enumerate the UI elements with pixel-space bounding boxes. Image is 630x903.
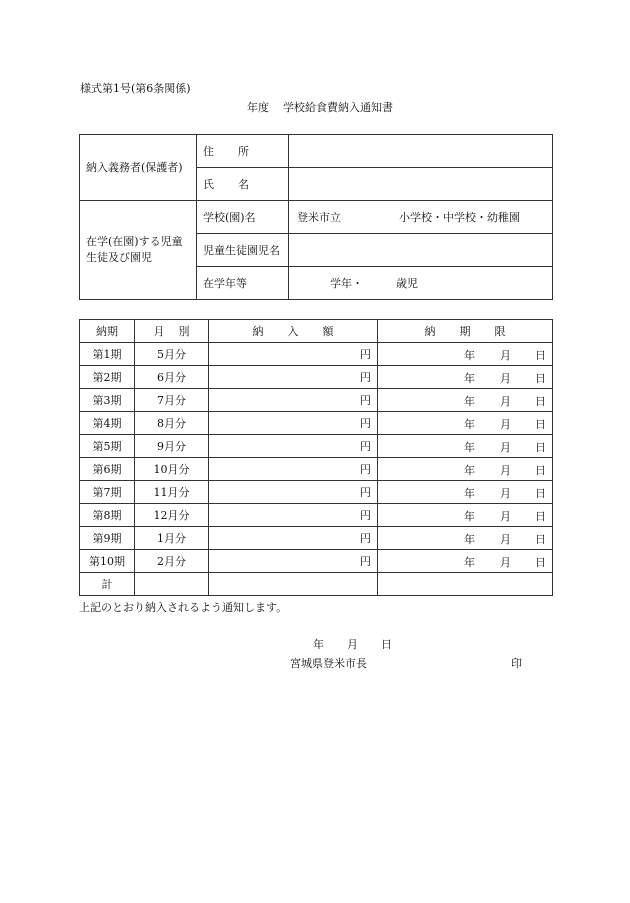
month-cell: 2月分 bbox=[135, 550, 209, 573]
month-cell: 8月分 bbox=[135, 412, 209, 435]
amount-cell[interactable]: 円 bbox=[209, 366, 378, 389]
amount-cell[interactable]: 円 bbox=[209, 504, 378, 527]
deadline-year: 年 bbox=[464, 556, 475, 569]
total-amount-cell[interactable] bbox=[209, 573, 378, 596]
deadline-header: 納 期 限 bbox=[378, 320, 553, 343]
month-cell: 9月分 bbox=[135, 435, 209, 458]
deadline-day: 日 bbox=[535, 510, 546, 523]
deadline-month: 月 bbox=[500, 510, 511, 523]
amount-cell[interactable]: 円 bbox=[209, 527, 378, 550]
total-month-cell bbox=[135, 573, 209, 596]
deadline-year: 年 bbox=[464, 464, 475, 477]
payer-label: 納入義務者(保護者) bbox=[80, 135, 197, 201]
amount-cell[interactable]: 円 bbox=[209, 435, 378, 458]
deadline-month: 月 bbox=[500, 395, 511, 408]
month-cell: 11月分 bbox=[135, 481, 209, 504]
period-cell: 第10期 bbox=[80, 550, 135, 573]
school-prefix: 登米市立 bbox=[297, 211, 341, 224]
amount-header: 納 入 額 bbox=[209, 320, 378, 343]
period-cell: 第7期 bbox=[80, 481, 135, 504]
deadline-year: 年 bbox=[464, 510, 475, 523]
deadline-cell[interactable] bbox=[378, 481, 553, 504]
amount-cell[interactable]: 円 bbox=[209, 412, 378, 435]
age-unit: 歳児 bbox=[396, 277, 418, 290]
deadline-year: 年 bbox=[464, 418, 475, 431]
table-row bbox=[80, 550, 553, 573]
deadline-day: 日 bbox=[535, 556, 546, 569]
deadline-month: 月 bbox=[500, 441, 511, 454]
month-cell: 10月分 bbox=[135, 458, 209, 481]
deadline-cell[interactable] bbox=[378, 504, 553, 527]
child-name-field[interactable] bbox=[289, 234, 553, 267]
month-cell: 5月分 bbox=[135, 343, 209, 366]
table-row bbox=[80, 412, 553, 435]
grade-unit: 学年・ bbox=[330, 277, 363, 290]
document-title bbox=[247, 99, 393, 115]
total-label: 計 bbox=[80, 573, 135, 596]
form-number: 様式第1号(第6条関係) bbox=[80, 82, 191, 95]
title-main: 学校給食費納入通知書 bbox=[283, 101, 393, 114]
deadline-month: 月 bbox=[500, 418, 511, 431]
address-field[interactable] bbox=[289, 135, 553, 168]
amount-cell[interactable]: 円 bbox=[209, 389, 378, 412]
sender-name: 宮城県登米市長 bbox=[290, 657, 367, 670]
deadline-day: 日 bbox=[535, 533, 546, 546]
table-row bbox=[80, 435, 553, 458]
deadline-day: 日 bbox=[535, 441, 546, 454]
notice-text: 上記のとおり納入されるよう通知します。 bbox=[79, 601, 288, 614]
name-label: 氏 名 bbox=[197, 168, 289, 201]
total-row bbox=[80, 573, 553, 596]
deadline-cell[interactable] bbox=[378, 527, 553, 550]
period-cell: 第3期 bbox=[80, 389, 135, 412]
month-header: 月 別 bbox=[135, 320, 209, 343]
amount-cell[interactable]: 円 bbox=[209, 343, 378, 366]
table-row bbox=[80, 389, 553, 412]
deadline-day: 日 bbox=[535, 372, 546, 385]
deadline-cell[interactable] bbox=[378, 435, 553, 458]
deadline-cell[interactable] bbox=[378, 550, 553, 573]
child-name-label: 児童生徒園児名 bbox=[197, 234, 289, 267]
period-cell: 第9期 bbox=[80, 527, 135, 550]
grade-field[interactable] bbox=[289, 267, 553, 300]
deadline-day: 日 bbox=[535, 418, 546, 431]
name-field[interactable] bbox=[289, 168, 553, 201]
school-types: 小学校・中学校・幼稚園 bbox=[399, 211, 520, 224]
deadline-cell[interactable] bbox=[378, 412, 553, 435]
total-deadline-cell bbox=[378, 573, 553, 596]
deadline-year: 年 bbox=[464, 487, 475, 500]
period-cell: 第4期 bbox=[80, 412, 135, 435]
period-header: 納期 bbox=[80, 320, 135, 343]
seal-mark: 印 bbox=[511, 657, 522, 670]
school-field[interactable] bbox=[289, 201, 553, 234]
deadline-month: 月 bbox=[500, 487, 511, 500]
deadline-month: 月 bbox=[500, 372, 511, 385]
table-row bbox=[80, 527, 553, 550]
table-row bbox=[80, 343, 553, 366]
deadline-month: 月 bbox=[500, 464, 511, 477]
deadline-year: 年 bbox=[464, 395, 475, 408]
table-row bbox=[80, 481, 553, 504]
deadline-year: 年 bbox=[464, 349, 475, 362]
period-cell: 第5期 bbox=[80, 435, 135, 458]
period-cell: 第1期 bbox=[80, 343, 135, 366]
deadline-day: 日 bbox=[535, 487, 546, 500]
table-row bbox=[80, 366, 553, 389]
deadline-year: 年 bbox=[464, 372, 475, 385]
table-row bbox=[80, 504, 553, 527]
address-label: 住 所 bbox=[197, 135, 289, 168]
month-cell: 7月分 bbox=[135, 389, 209, 412]
amount-cell[interactable]: 円 bbox=[209, 458, 378, 481]
deadline-month: 月 bbox=[500, 533, 511, 546]
issue-date: 年 月 日 bbox=[313, 638, 392, 651]
title-year: 年度 bbox=[247, 101, 269, 114]
month-cell: 6月分 bbox=[135, 366, 209, 389]
amount-cell[interactable]: 円 bbox=[209, 550, 378, 573]
school-label: 学校(園)名 bbox=[197, 201, 289, 234]
deadline-month: 月 bbox=[500, 349, 511, 362]
period-cell: 第2期 bbox=[80, 366, 135, 389]
deadline-month: 月 bbox=[500, 556, 511, 569]
table-row bbox=[80, 458, 553, 481]
deadline-year: 年 bbox=[464, 441, 475, 454]
deadline-day: 日 bbox=[535, 395, 546, 408]
payer-info-table bbox=[79, 134, 553, 300]
deadline-cell[interactable] bbox=[378, 389, 553, 412]
period-cell: 第6期 bbox=[80, 458, 135, 481]
payment-schedule-table bbox=[79, 319, 553, 596]
deadline-year: 年 bbox=[464, 533, 475, 546]
month-cell: 12月分 bbox=[135, 504, 209, 527]
deadline-day: 日 bbox=[535, 464, 546, 477]
amount-cell[interactable]: 円 bbox=[209, 481, 378, 504]
table-header-row bbox=[80, 320, 553, 343]
grade-label: 在学年等 bbox=[197, 267, 289, 300]
deadline-cell[interactable] bbox=[378, 343, 553, 366]
period-cell: 第8期 bbox=[80, 504, 135, 527]
student-group-label: 在学(在園)する児童 生徒及び園児 bbox=[80, 201, 197, 300]
deadline-cell[interactable] bbox=[378, 458, 553, 481]
deadline-day: 日 bbox=[535, 349, 546, 362]
month-cell: 1月分 bbox=[135, 527, 209, 550]
deadline-cell[interactable] bbox=[378, 366, 553, 389]
